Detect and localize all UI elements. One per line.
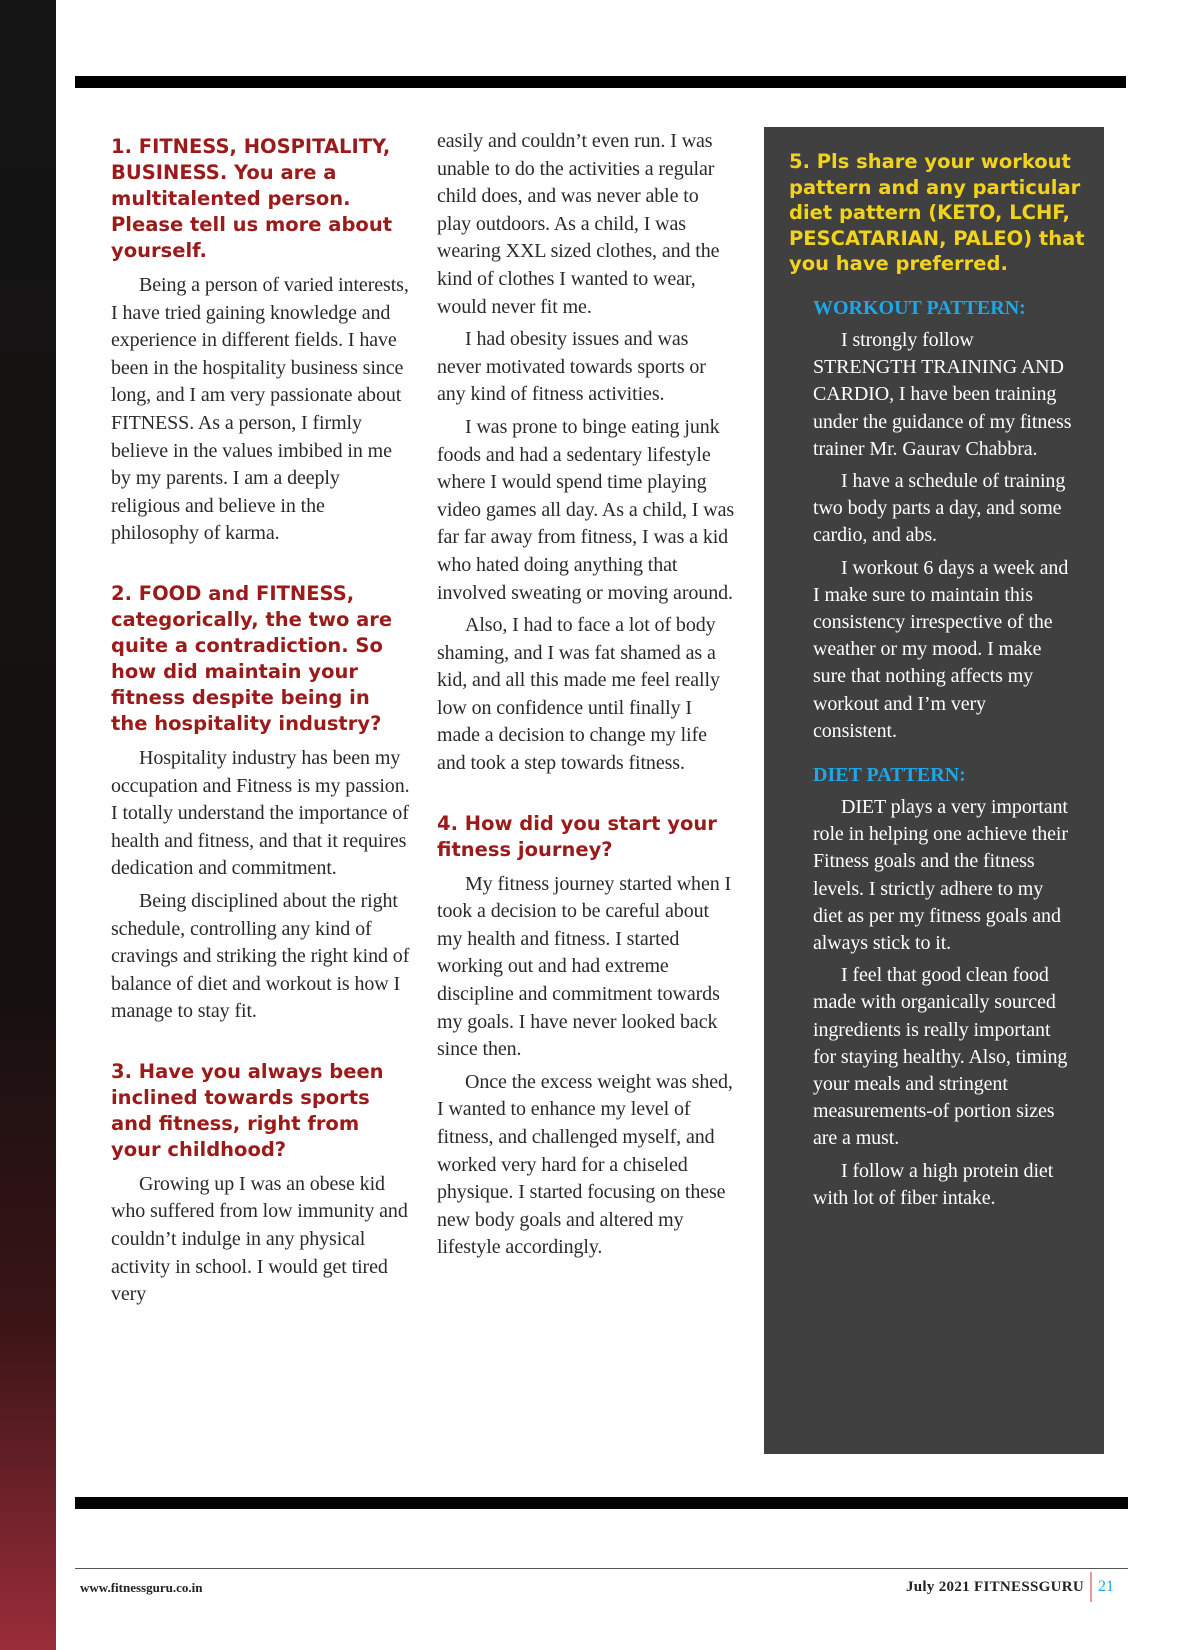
question-1-heading: 1. FITNESS, HOSPITALITY, BUSINESS. You are a multitalented person. Please tell us more about yourself. (111, 135, 393, 262)
footer-issue-label: July 2021 FITNESSGURU (905, 1579, 1084, 1595)
answer-3-paragraph: Also, I had to face a lot of body shaming, and I was fat shamed as a kid, and all this made me feel really low on confidence until finally I made a decision to change my life and took a step towards fitness. (437, 614, 720, 775)
workout-pattern-title: WORKOUT PATTERN: (813, 297, 1026, 319)
bottom-rule (75, 1497, 1128, 1509)
diet-paragraph: I follow a high protein diet with lot of fiber intake. (813, 1159, 1054, 1209)
footer-website-url: www.fitnessguru.co.in (80, 1580, 203, 1595)
footer-divider (75, 1568, 1128, 1569)
answer-4-paragraph: Once the excess weight was shed, I wanted to enhance my level of fitness, and challenged myself, and worked very hard for a chiseled physique. I started focusing on these new body goals and altered my lifestyle accordingly. (437, 1070, 733, 1259)
workout-paragraph: I have a schedule of training two body parts a day, and some cardio, and abs. (813, 470, 1066, 547)
footer-separator (1090, 1572, 1092, 1602)
answer-3-paragraph: Growing up I was an obese kid who suffered from low immunity and couldn’t indulge in any physical activity in school. I would get tired very (111, 1172, 408, 1306)
column-middle (437, 128, 737, 1267)
question-4-heading: 4. How did you start your fitness journey? (437, 811, 717, 861)
answer-2-paragraph: Hospitality industry has been my occupation and Fitness is my passion. I totally understand the importance of health and fitness, and that it requires dedication and commitment. (111, 746, 410, 880)
answer-2-paragraph: Being disciplined about the right schedule, controlling any kind of cravings and striking the right kind of balance of diet and workout is how I manage to stay fit. (111, 889, 410, 1023)
side-color-strip (0, 0, 56, 1650)
box-content (813, 295, 1073, 1217)
question-2-heading: 2. FOOD and FITNESS, categorically, the two are quite a contradiction. So how did maintain your fitness despite being in the hospitality industry? (111, 581, 393, 735)
workout-paragraph: I strongly follow STRENGTH TRAINING AND CARDIO, I have been training under the guidance of my fitness trainer Mr. Gaurav Chabbra. (813, 329, 1072, 460)
question-5-heading: 5. Pls share your workout pattern and any particular diet pattern (KETO, LCHF, PESCATARIAN, PALEO) that you have preferred. (789, 150, 1085, 275)
answer-4-paragraph: My fitness journey started when I took a decision to be careful about my health and fitness. I started working out and had extreme discipline and commitment towards my goals. I have never looked back since then. (437, 872, 732, 1061)
column-left (111, 134, 411, 1314)
answer-3-paragraph: easily and couldn’t even run. I was unable to do the activities a regular child does, and was never able to play outdoors. As a child, I was wearing XXL sized clothes, and the kind of clothes I wanted to wear, would never fit me. (437, 130, 720, 318)
answer-3-paragraph: I was prone to binge eating junk foods and had a sedentary lifestyle where I would spend time playing video games all day. As a child, I was far far away from fitness, I was a kid who hated doing anything that involved sweating or moving around. (437, 415, 735, 604)
answer-3-paragraph: I had obesity issues and was never motivated towards sports or any kind of fitness activities. (437, 328, 706, 406)
diet-paragraph: I feel that good clean food made with organically sourced ingredients is really important for staying healthy. Also, timing your meals and stringent measurements-of portion sizes are a must. (813, 964, 1068, 1150)
diet-paragraph: DIET plays a very important role in helping one achieve their Fitness goals and the fitness levels. I strictly adhere to my diet as per my fitness goals and always stick to it. (813, 796, 1068, 955)
sidebar-box (764, 127, 1104, 1454)
question-3-heading: 3. Have you always been inclined towards sports and fitness, right from your childhood? (111, 1059, 384, 1161)
answer-1-paragraph: Being a person of varied interests, I have tried gaining knowledge and experience in different fields. I have been in the hospitality business since long, and I am very passionate about FITNESS. As a person, I firmly believe in the values imbibed in me by my parents. I am a deeply religious and believe in the philosophy of karma. (111, 274, 409, 545)
page-number: 21 (1098, 1578, 1114, 1595)
workout-paragraph: I workout 6 days a week and I make sure to maintain this consistency irrespective of the weather or my mood. I make sure that nothing affects my workout and I’m very consistent. (813, 556, 1069, 742)
top-rule (75, 76, 1126, 88)
diet-pattern-title: DIET PATTERN: (813, 764, 966, 787)
